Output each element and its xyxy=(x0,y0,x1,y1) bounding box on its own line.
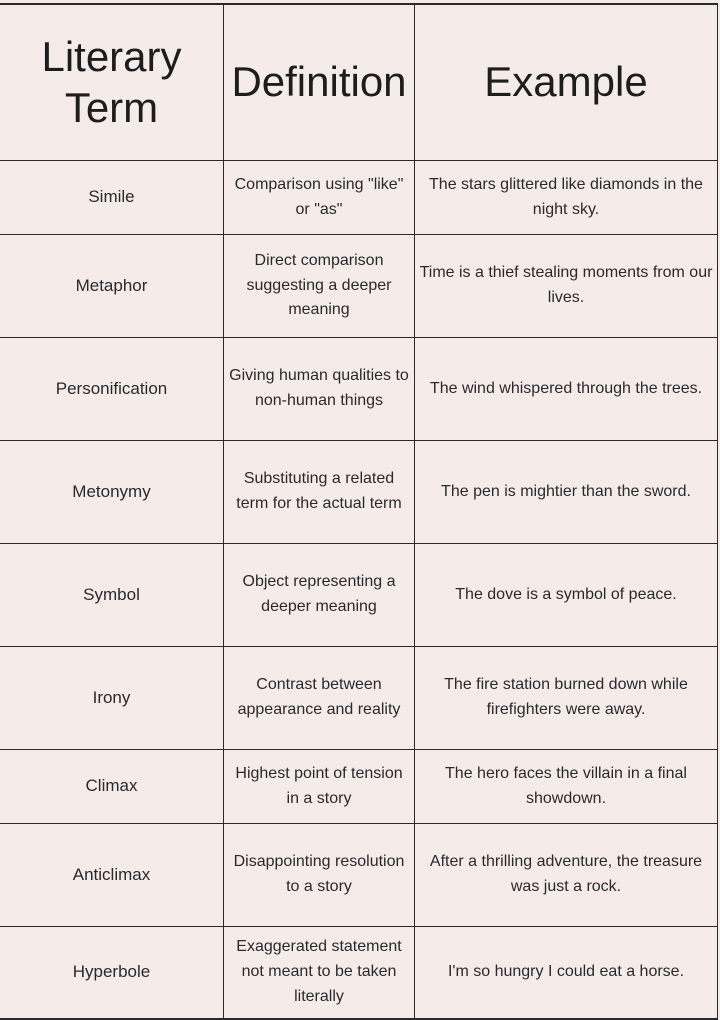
header-term: Literary Term xyxy=(0,5,224,161)
example-cell: The wind whispered through the trees. xyxy=(415,338,718,441)
term-cell: Climax xyxy=(0,750,224,824)
definition-cell: Object representing a deeper meaning xyxy=(224,544,415,647)
example-cell: I'm so hungry I could eat a horse. xyxy=(415,927,718,1018)
term-cell: Symbol xyxy=(0,544,224,647)
definition-cell: Exaggerated statement not meant to be taken literally xyxy=(224,927,415,1018)
term-cell: Hyperbole xyxy=(0,927,224,1018)
example-cell: After a thrilling adventure, the treasure was just a rock. xyxy=(415,824,718,927)
term-cell: Anticlimax xyxy=(0,824,224,927)
term-cell: Metonymy xyxy=(0,441,224,544)
literary-terms-table xyxy=(0,3,718,1020)
definition-cell: Direct comparison suggesting a deeper meaning xyxy=(224,235,415,338)
term-cell: Metaphor xyxy=(0,235,224,338)
example-cell: The hero faces the villain in a final showdown. xyxy=(415,750,718,824)
header-example: Example xyxy=(415,5,718,161)
example-cell: The pen is mightier than the sword. xyxy=(415,441,718,544)
example-cell: The dove is a symbol of peace. xyxy=(415,544,718,647)
term-cell: Simile xyxy=(0,161,224,235)
definition-cell: Disappointing resolution to a story xyxy=(224,824,415,927)
term-cell: Irony xyxy=(0,647,224,750)
definition-cell: Contrast between appearance and reality xyxy=(224,647,415,750)
example-cell: The fire station burned down while firefighters were away. xyxy=(415,647,718,750)
definition-cell: Highest point of tension in a story xyxy=(224,750,415,824)
header-definition: Definition xyxy=(224,5,415,161)
term-cell: Personification xyxy=(0,338,224,441)
definition-cell: Comparison using "like" or "as" xyxy=(224,161,415,235)
definition-cell: Substituting a related term for the actual term xyxy=(224,441,415,544)
example-cell: Time is a thief stealing moments from our lives. xyxy=(415,235,718,338)
definition-cell: Giving human qualities to non-human things xyxy=(224,338,415,441)
example-cell: The stars glittered like diamonds in the night sky. xyxy=(415,161,718,235)
